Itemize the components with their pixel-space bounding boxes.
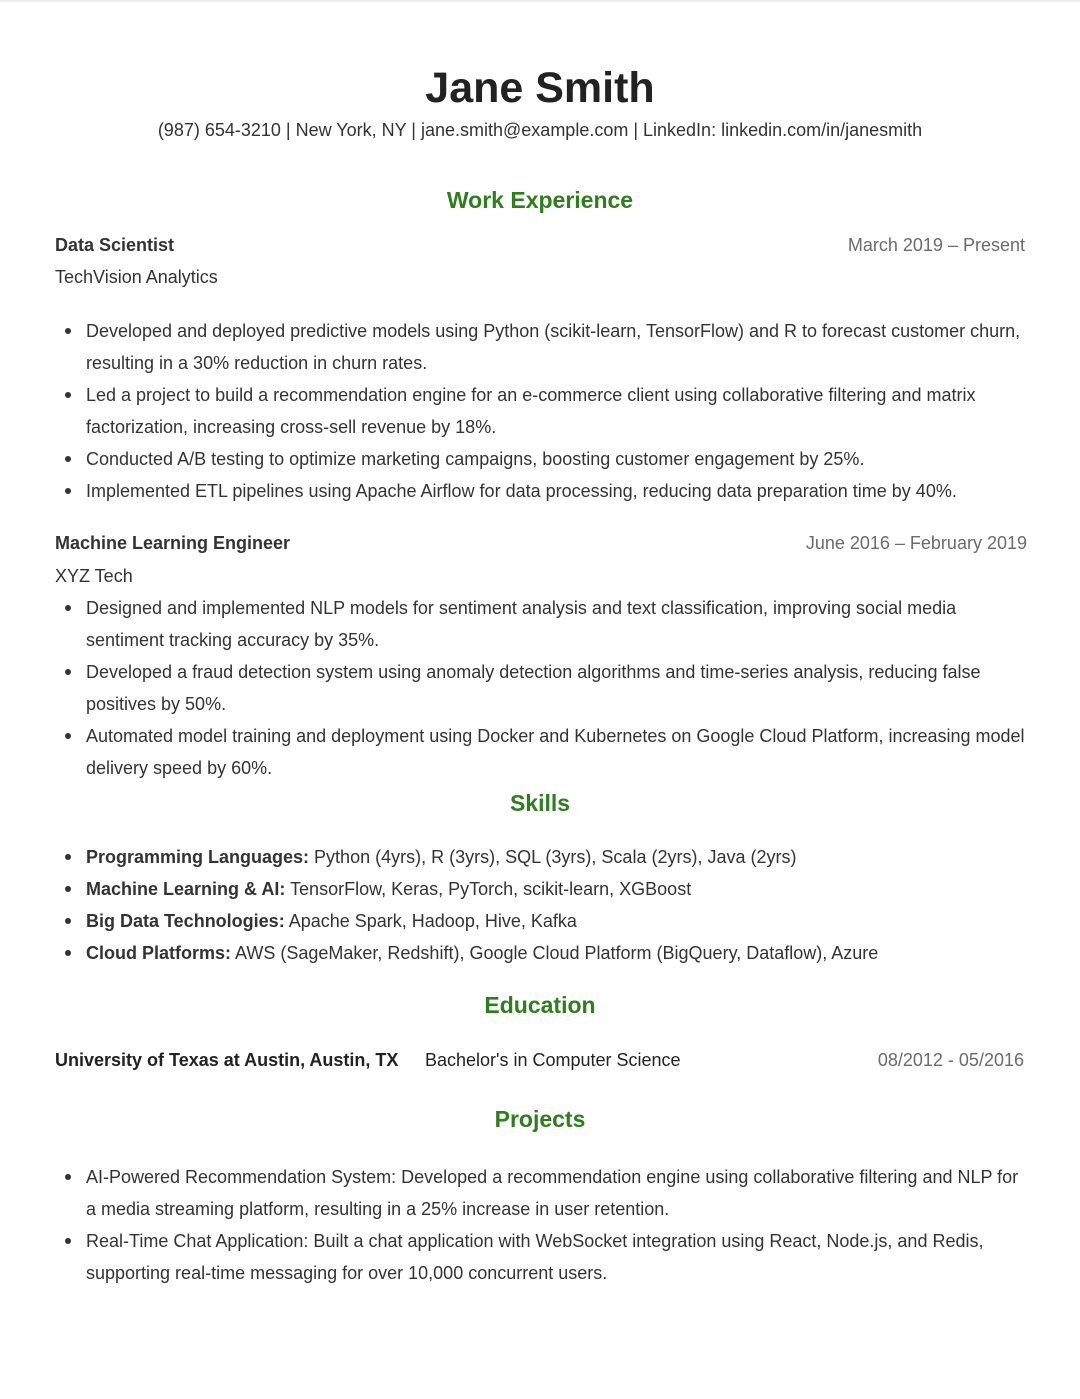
section-title-projects: Projects <box>494 1106 586 1132</box>
list-item: Implemented ETL pipelines using Apache Airflow for data processing, reducing data preparation time by 40%. <box>55 475 1030 507</box>
section-title-work-experience: Work Experience <box>446 187 634 213</box>
candidate-name: Jane Smith <box>425 64 655 112</box>
section-title-education: Education <box>484 992 596 1018</box>
skill-label: Cloud Platforms: <box>86 943 232 963</box>
job-bullets <box>55 592 1030 784</box>
job-date: March 2019 – Present <box>847 235 1025 255</box>
list-item <box>55 841 1030 873</box>
list-item: Developed a fraud detection system using anomaly detection algorithms and time-series analysis, reducing false positives by 50%. <box>55 656 1030 720</box>
job-company: XYZ Tech <box>55 566 133 586</box>
skill-value: AWS (SageMaker, Redshift), Google Cloud Platform (BigQuery, Dataflow), Azure <box>235 943 879 963</box>
contact-line: (987) 654-3210 | New York, NY | jane.smith@example.com | LinkedIn: linkedin.com/in/janesmith <box>157 120 923 140</box>
list-item: Led a project to build a recommendation engine for an e-commerce client using collaborative filtering and matrix factorization, increasing cross-sell revenue by 18%. <box>55 379 1030 443</box>
skills-list <box>55 841 1030 969</box>
job-company: TechVision Analytics <box>55 267 218 287</box>
list-item: AI-Powered Recommendation System: Developed a recommendation engine using collaborative filtering and NLP for a media streaming platform, resulting in a 25% increase in user retention. <box>55 1161 1030 1225</box>
education-school: University of Texas at Austin, Austin, TX <box>55 1050 399 1070</box>
job-title: Machine Learning Engineer <box>55 533 291 553</box>
job-title: Data Scientist <box>55 235 175 255</box>
list-item <box>55 873 1030 905</box>
skill-value: Apache Spark, Hadoop, Hive, Kafka <box>288 911 577 931</box>
projects-list <box>55 1161 1030 1289</box>
list-item <box>55 937 1030 969</box>
skill-label: Programming Languages: <box>86 847 310 867</box>
job-date: June 2016 – February 2019 <box>805 533 1027 553</box>
list-item <box>55 905 1030 937</box>
list-item: Developed and deployed predictive models using Python (scikit-learn, TensorFlow) and R to forecast customer churn, resulting in a 30% reduction in churn rates. <box>55 315 1030 379</box>
skill-label: Big Data Technologies: <box>86 911 285 931</box>
list-item: Designed and implemented NLP models for sentiment analysis and text classification, improving social media sentiment tracking accuracy by 35%. <box>55 592 1030 656</box>
education-degree: Bachelor's in Computer Science <box>425 1050 681 1070</box>
skill-value: Python (4yrs), R (3yrs), SQL (3yrs), Scala (2yrs), Java (2yrs) <box>314 847 797 867</box>
education-dates: 08/2012 - 05/2016 <box>877 1050 1024 1070</box>
job-bullets <box>55 315 1030 507</box>
list-item: Real-Time Chat Application: Built a chat application with WebSocket integration using React, Node.js, and Redis, supporting real-time messaging for over 10,000 concurrent users. <box>55 1225 1030 1289</box>
list-item: Automated model training and deployment using Docker and Kubernetes on Google Cloud Platform, increasing model delivery speed by 60%. <box>55 720 1030 784</box>
skill-label: Machine Learning & AI: <box>86 879 286 899</box>
list-item: Conducted A/B testing to optimize marketing campaigns, boosting customer engagement by 25%. <box>55 443 1030 475</box>
section-title-skills: Skills <box>509 790 571 816</box>
skill-value: TensorFlow, Keras, PyTorch, scikit-learn, XGBoost <box>290 879 692 899</box>
